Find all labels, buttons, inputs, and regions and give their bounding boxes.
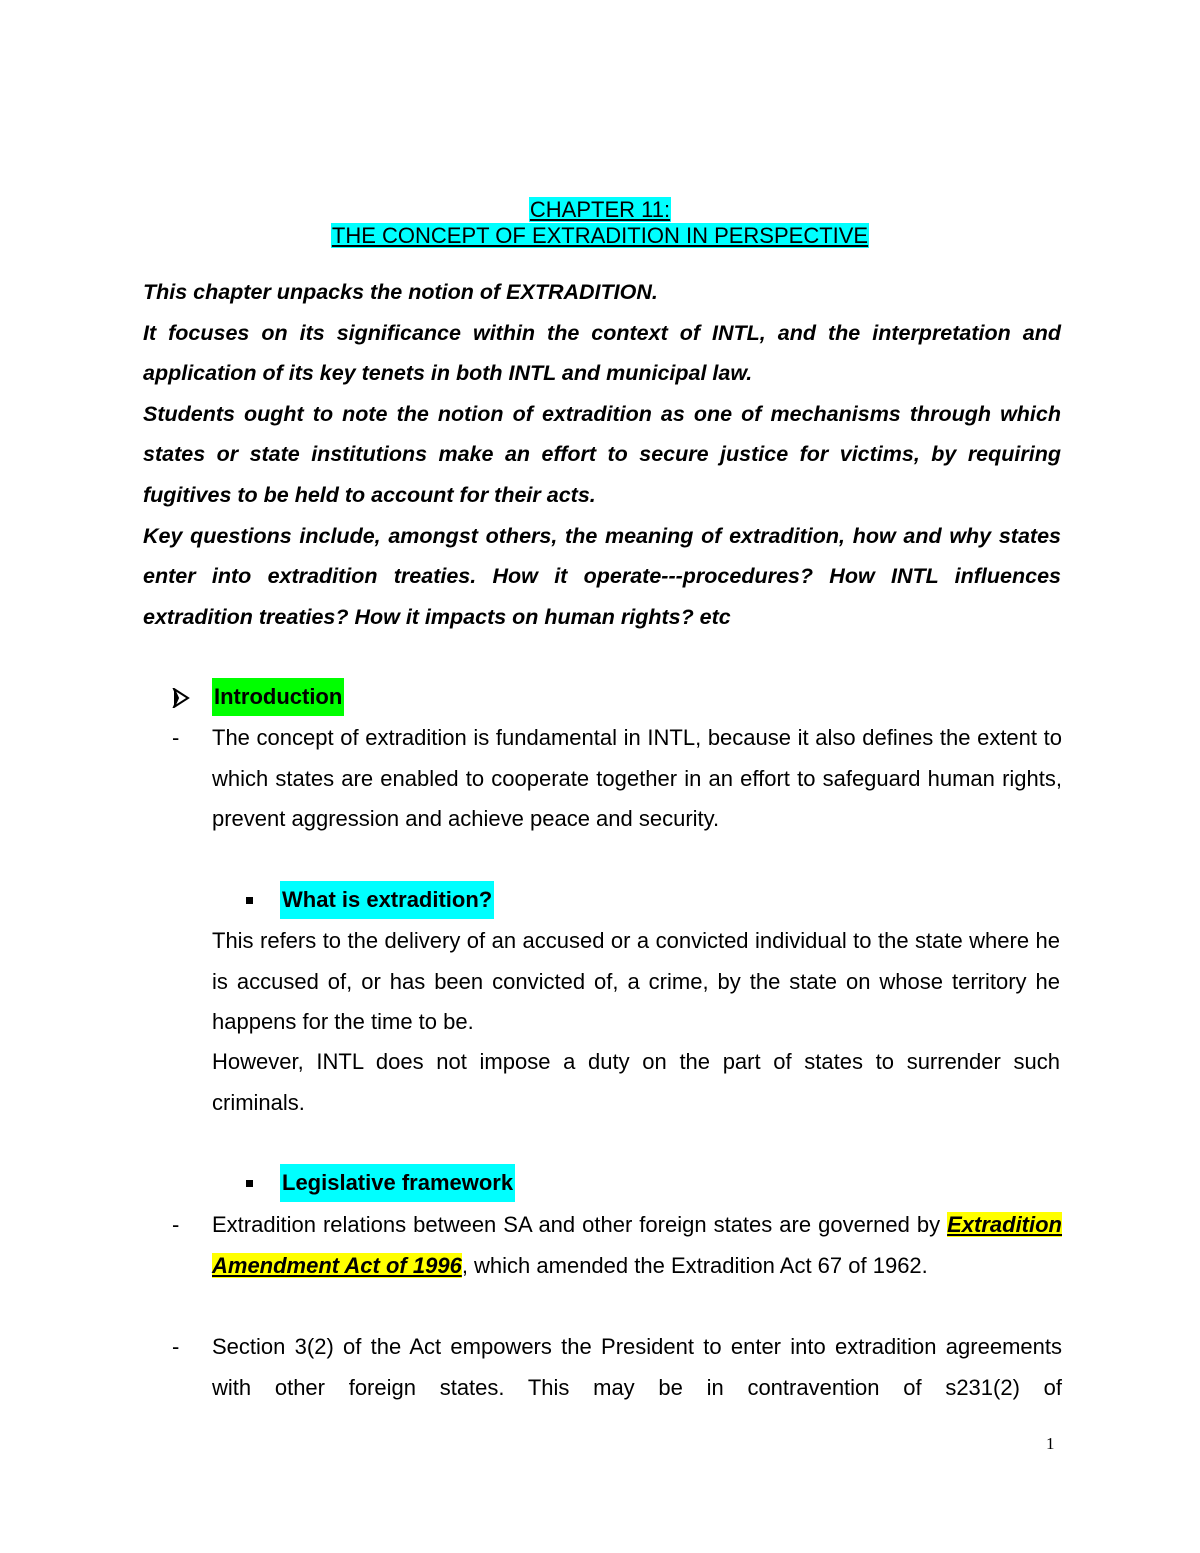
dash-bullet: - bbox=[172, 1334, 180, 1359]
what-is-extradition-heading-text: What is extradition? bbox=[280, 881, 494, 919]
definition-paragraph: This refers to the delivery of an accused or a convicted individual to the state where he is accused of, or has been convicted of, a crime, by the state on whose territory he happens for the time to be. bbox=[212, 928, 1060, 1034]
legislative-item-1-text bbox=[212, 1205, 1062, 1286]
chapter-title bbox=[0, 223, 1200, 249]
page-number: 1 bbox=[1046, 1434, 1055, 1453]
chapter-title-text: THE CONCEPT OF EXTRADITION IN PERSPECTIVE bbox=[331, 223, 869, 248]
legislative-list-item-1 bbox=[172, 1205, 1062, 1286]
arrow-bullet-icon bbox=[172, 688, 190, 708]
dash-bullet: - bbox=[172, 1212, 180, 1237]
legislative-framework-heading-text: Legislative framework bbox=[280, 1164, 515, 1202]
intro-paragraph-4: Key questions include, amongst others, the meaning of extradition, how and why states enter into extradition treaties. How it operate---procedures? How INTL influences extradition treaties? How it impacts on human rights? etc bbox=[143, 523, 1061, 629]
legislative-item-2-text: Section 3(2) of the Act empowers the President to enter into extradition agreements with other foreign states. This may be in contravention of s231(2) of bbox=[212, 1334, 1062, 1400]
intro-paragraph-2: It focuses on its significance within the context of INTL, and the interpretation and application of its key tenets in both INTL and municipal law. bbox=[143, 320, 1061, 386]
intro-paragraph-1: This chapter unpacks the notion of EXTRADITION. bbox=[143, 280, 658, 304]
legislative-item-1-after: , which amended the Extradition Act 67 of 1962. bbox=[461, 1252, 928, 1278]
extradition-amendment-act-name: Extradition Amendment Act of 1996 bbox=[212, 1212, 1062, 1278]
legislative-item-1-before: Extradition relations between SA and other foreign states are governed by bbox=[212, 1212, 948, 1237]
introduction-item-text: The concept of extradition is fundamental in INTL, because it also defines the extent to which states are enabled to cooperate together in an effort to safeguard human rights, prevent aggression and achieve peace and security. bbox=[212, 725, 1062, 831]
chapter-number-text: CHAPTER 11: bbox=[529, 197, 671, 222]
legislative-list-item-2 bbox=[172, 1327, 1062, 1408]
square-bullet-icon bbox=[246, 1180, 253, 1187]
dash-bullet: - bbox=[172, 725, 180, 750]
introduction-heading-text: Introduction bbox=[212, 678, 344, 716]
duty-paragraph: However, INTL does not impose a duty on the part of states to surrender such criminals. bbox=[212, 1049, 1060, 1115]
chapter-number-title bbox=[0, 197, 1200, 223]
square-bullet-icon bbox=[246, 897, 253, 904]
intro-paragraph-3: Students ought to note the notion of extradition as one of mechanisms through which states or state institutions make an effort to secure justice for victims, by requiring fugitives to be held to account for their acts. bbox=[143, 401, 1061, 507]
chapter-intro bbox=[143, 272, 1061, 637]
introduction-list-item bbox=[172, 718, 1062, 840]
